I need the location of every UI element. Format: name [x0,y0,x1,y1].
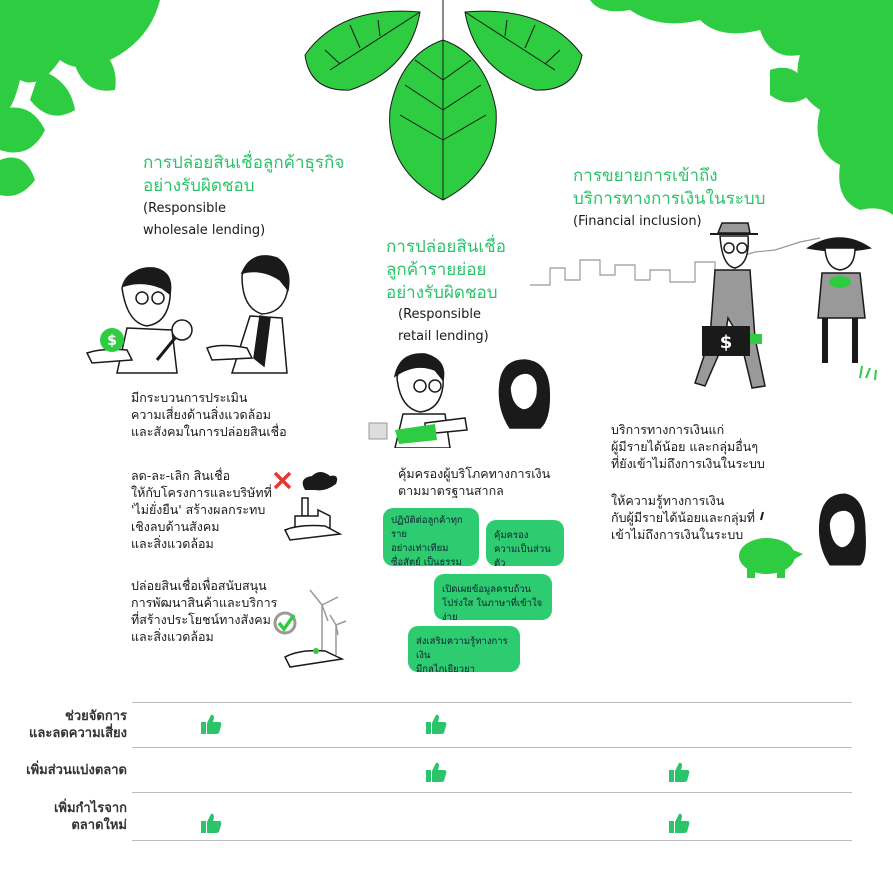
inclusion-english-line-1: (Financial inclusion) [573,214,702,229]
retail-title-line-3: อย่างรับผิดชอบ [386,283,498,303]
consumer-protection-line-2: ตามมาตรฐานสากล [398,483,504,498]
bubble-disclosure-line-1: เปิดเผยข้อมูลครบถ้วน [442,584,532,595]
retail-english-line-2: retail lending) [398,329,489,344]
bubble-privacy-line-1: คุ้มครอง [494,530,529,541]
wholesale-item-1-line-3: และสังคมในการปล่อยสินเชื่อ [131,424,287,439]
bubble-fair-treatment-line-2: อย่างเท่าเทียม [391,543,449,554]
thumbs-up-icon [668,761,690,783]
bubble-disclosure [434,574,552,623]
benefit-label-risk-line-1: ช่วยจัดการ [65,709,127,724]
table-divider-1 [132,702,852,703]
thumbs-up-icon [200,812,222,834]
bubble-fair-treatment-line-1: ปฏิบัติต่อลูกค้าทุกราย [391,515,463,540]
inclusion-item-2-line-2: กับผู้มีรายได้น้อยและกลุ่มที่ [611,510,756,525]
wholesale-item-2-line-4: เชิงลบด้านสังคม [131,519,220,534]
bubble-fair-treatment-line-3: ซื่อสัตย์ เป็นธรรม [391,557,462,568]
wholesale-english-line-2: wholesale lending) [143,223,266,238]
thumbs-up-icon [200,713,222,735]
inclusion-item-2-line-1: ให้ความรู้ทางการเงิน [611,493,725,508]
inclusion-item-1-line-3: ที่ยังเข้าไม่ถึงการเงินในระบบ [611,456,765,471]
retail-english-line-1: (Responsible [398,307,481,322]
inclusion-title [573,165,813,211]
factory-cross-icon [270,468,355,548]
bubble-privacy-line-2: ความเป็นส่วนตัว [494,544,551,569]
consumer-protection-line-1: คุ้มครองผู้บริโภคทางการเงิน [398,466,551,481]
benefit-label-new-market [2,800,127,834]
wholesale-item-3-line-2: การพัฒนาสินค้าและบริการ [131,595,278,610]
bubble-financial-literacy-line-1: ส่งเสริมความรู้ทางการเงิน [416,636,508,661]
benefit-label-risk [2,708,127,742]
wholesale-item-2-line-2: ให้กับโครงการและบริษัทที่ [131,485,272,500]
wholesale-item-2 [131,467,291,552]
bubble-financial-literacy-line-2: มีกลไกเยียวยา [416,664,475,675]
table-divider-4 [132,840,852,841]
bubble-financial-literacy [408,626,520,675]
table-divider-3 [132,792,852,793]
thumbs-up-icon [425,713,447,735]
retail-customers-illustration [365,348,565,448]
wholesale-item-3-line-1: ปล่อยสินเชื่อเพื่อสนับสนุน [131,578,267,593]
svg-text:$: $ [107,333,117,349]
svg-text:$: $ [719,332,733,353]
wholesale-title [143,152,373,198]
inclusion-people-illustration [680,218,893,398]
bubble-fair-treatment [383,508,479,566]
benefit-label-risk-line-2: และลดความเสี่ยง [29,726,127,741]
wholesale-english-line-1: (Responsible [143,201,226,216]
thumbs-up-icon [668,812,690,834]
wholesale-item-1-line-2: ความเสี่ยงด้านสิ่งแวดล้อม [131,407,271,422]
wholesale-english [143,198,343,242]
thumbs-up-icon [425,761,447,783]
wholesale-item-2-line-3: 'ไม่ยั่งยืน' สร้างผลกระทบ [131,502,266,517]
wholesale-item-3-line-4: และสิ่งแวดล้อม [131,629,214,644]
wholesale-item-2-line-5: และสิ่งแวดล้อม [131,536,214,551]
bubble-privacy [486,520,564,569]
benefit-label-market-share-line-1: เพิ่มส่วนแบ่งตลาด [26,763,127,778]
inclusion-item-1 [611,421,781,472]
wind-turbine-check-icon [270,585,355,675]
inclusion-item-1-line-2: ผู้มีรายได้น้อย และกลุ่มอื่นๆ [611,439,759,454]
inclusion-item-2-line-3: เข้าไม่ถึงการเงินในระบบ [611,527,744,542]
wholesale-item-1 [131,389,311,440]
wholesale-item-3-line-3: ที่สร้างประโยชน์ทางสังคม [131,612,271,627]
retail-title-line-2: ลูกค้ารายย่อย [386,260,487,280]
inclusion-title-line-1: การขยายการเข้าถึง [573,166,718,186]
benefit-label-new-market-line-1: เพิ่มกำไรจาก [53,801,127,816]
table-divider-2 [132,747,852,748]
wholesale-item-3 [131,577,291,645]
inclusion-item-1-line-1: บริการทางการเงินแก่ [611,422,725,437]
wholesale-item-2-line-1: ลด-ละ-เลิก สินเชื่อ [131,468,231,483]
wholesale-item-1-line-1: มีกระบวนการประเมิน [131,390,248,405]
retail-title-line-1: การปล่อยสินเชื่อ [386,237,506,257]
benefit-label-market-share [2,762,127,779]
piggy-bank-woman-illustration [735,490,870,580]
wholesale-title-line-2: อย่างรับผิดชอบ [143,176,255,196]
retail-title [386,236,536,305]
wholesale-title-line-1: การปล่อยสินเชื่อลูกค้าธุรกิจ [143,153,345,173]
benefit-label-new-market-line-2: ตลาดใหม่ [71,818,127,833]
retail-english [398,304,538,348]
banker-client-illustration [82,248,297,378]
bubble-disclosure-line-2: โปร่งใส ในภาษาที่เข้าใจง่าย [442,598,543,623]
inclusion-title-line-2: บริการทางการเงินในระบบ [573,189,766,209]
consumer-protection [398,465,568,499]
